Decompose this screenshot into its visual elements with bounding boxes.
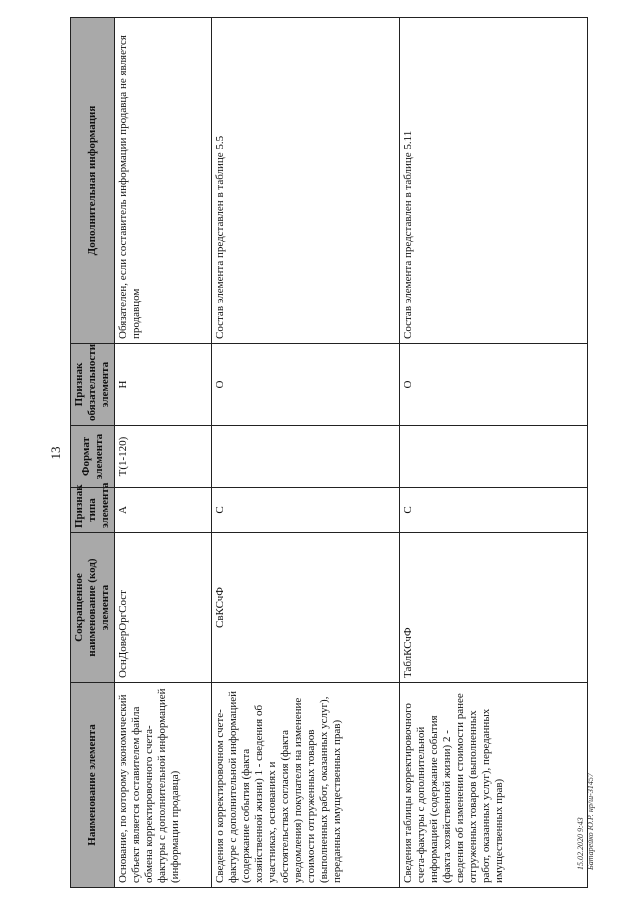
header-required: Признак обязательности элемента bbox=[71, 344, 115, 426]
cell-info: Состав элемента представлен в таблице 5.5 bbox=[212, 18, 400, 344]
cell-required: О bbox=[212, 344, 400, 426]
cell-required: О bbox=[400, 344, 588, 426]
table-row bbox=[115, 18, 212, 888]
cell-code: ОснДоверОргСост bbox=[115, 533, 212, 683]
cell-format bbox=[400, 426, 588, 488]
cell-type: С bbox=[400, 488, 588, 533]
cell-name: Основание, по которому экономический субъект является составителем файла обмена корректировочного счета-фактуры с дополнительной информацией (информации продавца) bbox=[115, 683, 212, 888]
header-format: Формат элемента bbox=[71, 426, 115, 488]
cell-info: Обязателен, если составитель информации продавца не является продавцом bbox=[115, 18, 212, 344]
page-number: 13 bbox=[48, 446, 63, 460]
header-name: Наименование элемента bbox=[71, 683, 115, 888]
table-header-row bbox=[71, 18, 115, 888]
table-row bbox=[400, 18, 588, 888]
cell-code: СвКСчФ bbox=[212, 533, 400, 683]
cell-info: Состав элемента представлен в таблице 5.11 bbox=[400, 18, 588, 344]
cell-code: ТаблКСчФ bbox=[400, 533, 588, 683]
header-info: Дополнительная информация bbox=[71, 18, 115, 344]
header-code: Сокращенное наименование (код) элемента bbox=[71, 533, 115, 683]
cell-name: Сведения о корректировочном счете-фактуре с дополнительной информацией (содержание события (факта хозяйственной жизни) 1 - сведения об участниках, основаниях и обстоятельствах согласия (факта уведомления) покупателя на изменение стоимости отгруженных товаров (выполненных работ, оказанных услуг), переданных имущественных прав) bbox=[212, 683, 400, 888]
cell-required: Н bbox=[115, 344, 212, 426]
stamp-line: 15.02.2020 9:43 bbox=[576, 817, 585, 870]
cell-format bbox=[212, 426, 400, 488]
table-row bbox=[212, 18, 400, 888]
elements-table bbox=[70, 17, 588, 888]
stamp-line: Батарейко Ю.Р. нр/ш-31457 bbox=[586, 773, 595, 870]
header-type: Признак типа элемента bbox=[71, 488, 115, 533]
cell-format: Т(1-120) bbox=[115, 426, 212, 488]
cell-name: Сведения таблицы корректировочного счета-фактуры с дополнительной информацией (содержание события (факта хозяйственной жизни) 2 - сведения об изменении стоимости ранее отгруженных товаров (выполненных работ, оказанных услуг), переданных имущественных прав) bbox=[400, 683, 588, 888]
cell-type: А bbox=[115, 488, 212, 533]
rotated-table-container bbox=[70, 18, 570, 888]
cell-type: С bbox=[212, 488, 400, 533]
